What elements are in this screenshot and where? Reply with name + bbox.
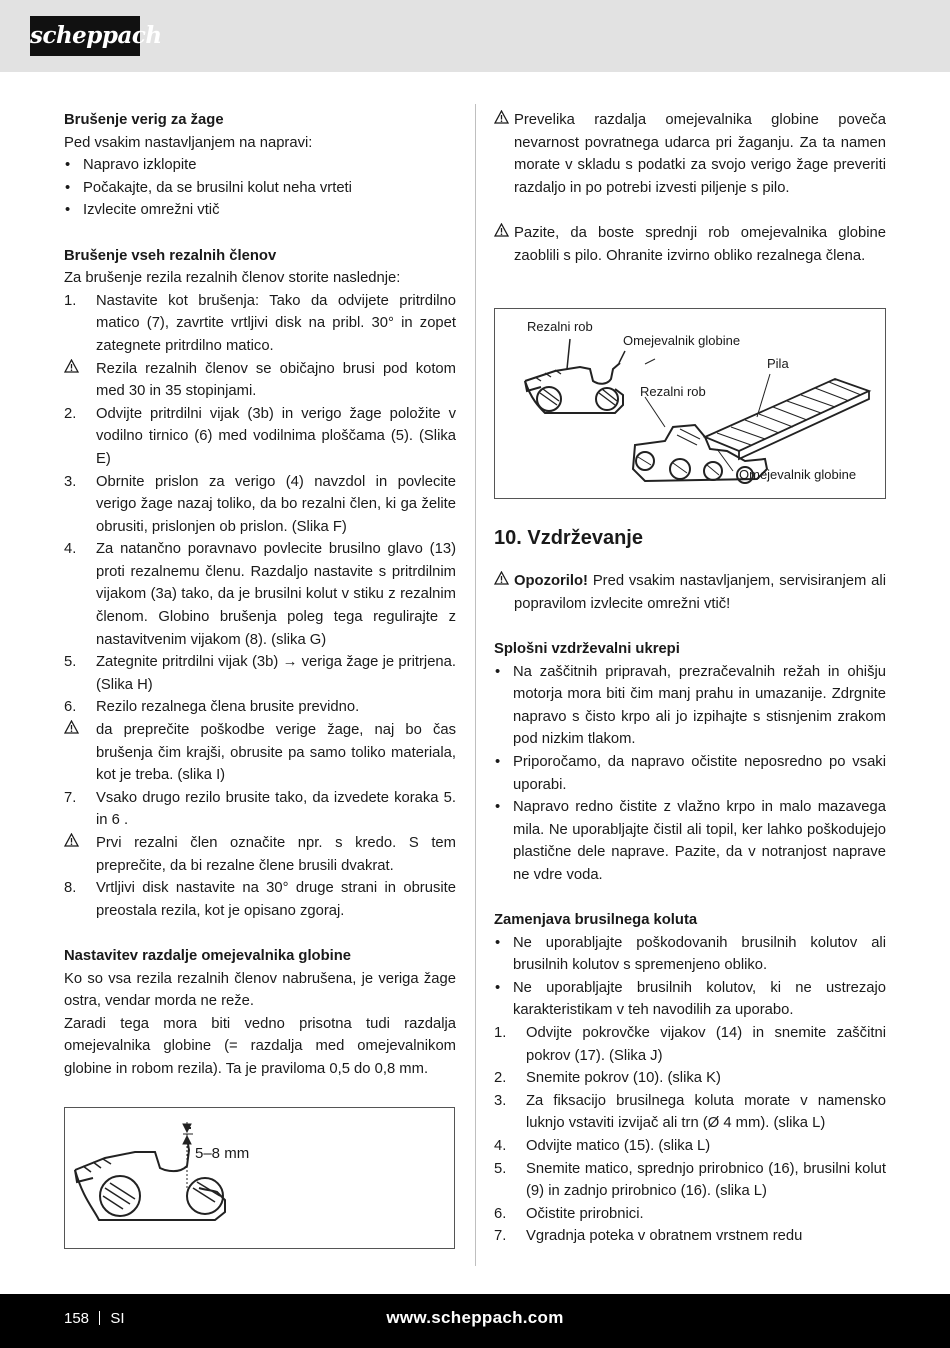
label-file: Pila	[767, 356, 789, 371]
warning-paragraph: Opozorilo! Pred vsakim nastavljanjem, servisiranjem ali popravilom izvlecite omrežni vtič!	[494, 570, 886, 615]
list-item: • Izvlecite omrežni vtič	[65, 202, 220, 219]
step-number: 6.	[494, 1205, 507, 1222]
step-text: Prvi rezalni člen označite npr. s kredo. S tem preprečite, da bi rezalne člene brusili dvakrat.	[96, 835, 456, 874]
label-depth-gauge-2: Omejevalnik globine	[739, 467, 857, 482]
step-item	[64, 538, 456, 651]
website-url: www.scheppach.com	[386, 1308, 564, 1327]
step-text: da preprečite poškodbe verige žage, naj bo čas brušenja čim krajši, obrusite pa samo toliko materiala, kot je treba. (slika I)	[96, 722, 456, 784]
footer-bar	[0, 1294, 950, 1348]
warning-icon	[494, 570, 509, 593]
intro-text: Ped vsakim nastavljanjem na napravi:	[64, 134, 313, 151]
warning-label: Opozorilo!	[514, 573, 588, 590]
step-number: 3.	[494, 1092, 507, 1109]
step-number: 2.	[494, 1070, 507, 1087]
figure-depth-gauge-distance	[64, 1107, 455, 1249]
figure-file-depth-gauge	[494, 308, 886, 499]
step-text: Odvijte pritrdilni vijak (3b) in verigo žage položite v vodilno tirnico (6) med vodilnima ploščama (5). (Slika E)	[96, 405, 456, 467]
step-number: 1.	[494, 1025, 507, 1042]
chain-link-drawing	[65, 1108, 454, 1248]
step-item	[64, 651, 456, 696]
warning-icon	[64, 832, 79, 855]
warning-icon	[494, 109, 509, 132]
list-item: • Počakajte, da se brusilni kolut neha vrteti	[65, 179, 352, 196]
step-text: Snemite matico, sprednjo prirobnico (16), brusilni kolut (9) in zadnjo prirobnico (16). (slika L)	[526, 1160, 886, 1200]
paragraph: Ko so vsa rezila rezalnih členov nabrušena, je veriga žage ostra, vendar morda ne reže.	[64, 970, 456, 1010]
list-item: • Priporočamo, da napravo očistite neposredno po vsaki uporabi.	[495, 753, 886, 793]
step-item	[64, 290, 456, 358]
step-text: Vrtljivi disk nastavite na 30° druge strani in obrusite preostala rezila, kot je opisano zgoraj.	[96, 880, 456, 919]
step-text: Nastavite kot brušenja: Tako da odvijete pritrdilno matico (7), zavrtite vrtljivi disk na pribl. 30° in zopet zategnete pritrdilno matico.	[96, 292, 456, 354]
step-text: Vsako drugo rezilo brusite tako, da izvedete koraka 5. in 6 .	[96, 789, 456, 829]
step-number: 7.	[64, 789, 77, 806]
step-text: Očistite prirobnici.	[526, 1205, 644, 1222]
list-item: • Ne uporabljajte brusilnih kolutov, ki ne ustrezajo karakteristikam v teh navodilih za uporabo.	[495, 979, 886, 1019]
step-text: Rezila rezalnih členov se običajno brusi pod kotom med 30 in 35 stopinjami.	[96, 360, 456, 400]
steps-list	[64, 290, 456, 923]
step-item	[64, 877, 456, 922]
label-depth-gauge: Omejevalnik globine	[623, 333, 741, 348]
step-text: Za fiksacijo brusilnega koluta morate v namensko luknjo vstaviti izvijač ali trn (Ø 4 mm). (slika L)	[526, 1092, 886, 1132]
warning-paragraph: Prevelika razdalja omejevalnika globine poveča nevarnost povratnega udarca pri žaganju. Za ta namen morate v skladu s podatki za svojo verigo žage preveriti razdaljo in po potrebi izvesti piljenje s pilo.	[494, 109, 886, 199]
intro-text: Za brušenje rezila rezalnih členov storite naslednje:	[64, 270, 401, 287]
step-number: 5.	[64, 654, 77, 671]
step-number: 2.	[64, 405, 77, 422]
step-item	[494, 1067, 886, 1090]
paragraph: Zaradi tega mora biti vedno prisotna tudi razdalja omejevalnika globine (= razdalja med omejevalnikom globine in robom rezila). Ta je praviloma 0,5 do 0,8 mm.	[64, 1015, 456, 1077]
steps-list	[494, 1022, 886, 1248]
warning-paragraph: Pazite, da boste sprednji rob omejevalnika globine zaoblili s pilo. Ohranite izvirno obliko rezalnega člena.	[494, 222, 886, 267]
section-title-chain-sharpening: Brušenje verig za žage	[64, 112, 224, 128]
step-number: 1.	[64, 292, 77, 309]
step-item	[64, 358, 456, 403]
language-code: SI	[110, 1310, 125, 1327]
step-text: Rezilo rezalnega člena brusite previdno.	[96, 699, 360, 716]
step-number: 5.	[494, 1160, 507, 1177]
step-text: Odvijte matico (15). (slika L)	[526, 1138, 711, 1154]
step-number: 4.	[494, 1138, 507, 1154]
section-title-all-cutters: Brušenje vseh rezalnih členov	[64, 247, 277, 264]
section-title-depth-gauge: Nastavitev razdalje omejevalnika globine	[64, 947, 352, 964]
step-text: Zategnite pritrdilni vijak (3b) → veriga žage je pritrjena. (Slika H)	[96, 654, 456, 693]
list-item: • Ne uporabljajte poškodovanih brusilnih kolutov ali brusilnih kolutov s spremenjeno obliko.	[495, 934, 886, 974]
step-item	[494, 1203, 886, 1226]
step-item	[494, 1022, 886, 1067]
scheppach-logo: scheppach	[30, 16, 140, 56]
step-text: Za natančno poravnavo povlecite brusilno glavo (13) proti rezalnemu členu. Razdaljo nastavite s pritrdilnim vijakom (3a) tako, da je brusilni kolut v stiku z rezalnim členom. Globino brušenja poleg tega regulirajte z nastavitvenim vijakom (8). (slika G)	[96, 541, 456, 648]
warning-icon	[64, 358, 79, 381]
step-item	[64, 787, 456, 832]
step-number: 6.	[64, 699, 77, 716]
column-divider	[475, 104, 476, 1266]
list-item: • Na zaščitnih pripravah, prezračevalnih režah in ohišju motorja mora biti čim manj prahu in umazanije. Zdrgnite napravo s čisto krpo ali jo izpihajte s stisnjenim zrakom pod nizkim tlakom.	[495, 663, 886, 748]
step-item	[64, 832, 456, 877]
step-item	[494, 1090, 886, 1135]
step-text: Vgradnja poteka v obratnem vrstnem redu	[526, 1228, 803, 1245]
section-title-general-maintenance: Splošni vzdrževalni ukrepi	[494, 640, 680, 657]
warning-icon	[494, 222, 509, 245]
section-title-wheel-replacement: Zamenjava brusilnega koluta	[494, 912, 698, 929]
distance-label: 5–8 mm	[195, 1145, 250, 1162]
step-item	[64, 403, 456, 471]
chapter-title-maintenance: 10. Vzdrževanje	[494, 527, 643, 550]
left-column	[64, 109, 456, 1081]
step-item	[494, 1158, 886, 1203]
list-item: • Napravo izklopite	[65, 157, 197, 174]
step-text: Obrnite prislon za verigo (4) navzdol in povlecite verigo žage nazaj toliko, da bo rezalni člen, ki ga želite obrusiti, prislonjen ob prislon. (Slika F)	[96, 473, 456, 535]
header-bar	[0, 0, 950, 72]
step-item	[64, 719, 456, 787]
step-item	[64, 471, 456, 539]
label-cutting-edge: Rezalni rob	[527, 319, 593, 334]
step-item	[494, 1135, 886, 1158]
step-number: 3.	[64, 473, 77, 490]
warning-icon	[64, 719, 79, 742]
step-number: 4.	[64, 541, 77, 558]
step-item	[494, 1225, 886, 1248]
label-cutting-edge-2: Rezalni rob	[640, 384, 706, 399]
step-number: 8.	[64, 880, 77, 897]
step-number: 7.	[494, 1228, 507, 1245]
step-text: Snemite pokrov (10). (slika K)	[526, 1070, 721, 1087]
list-item: • Napravo redno čistite z vlažno krpo in malo mazavega mila. Ne uporabljajte čistil ali topil, ker lahko poškodujejo plastične dele naprave. Pazite, da v notranjost naprave ne vdre voda.	[495, 799, 886, 883]
step-text: Odvijte pokrovčke vijakov (14) in snemite zaščitni pokrov (17). (Slika J)	[526, 1025, 886, 1064]
page-number: 158	[64, 1310, 90, 1327]
right-column	[494, 109, 886, 1248]
step-item	[64, 696, 456, 719]
